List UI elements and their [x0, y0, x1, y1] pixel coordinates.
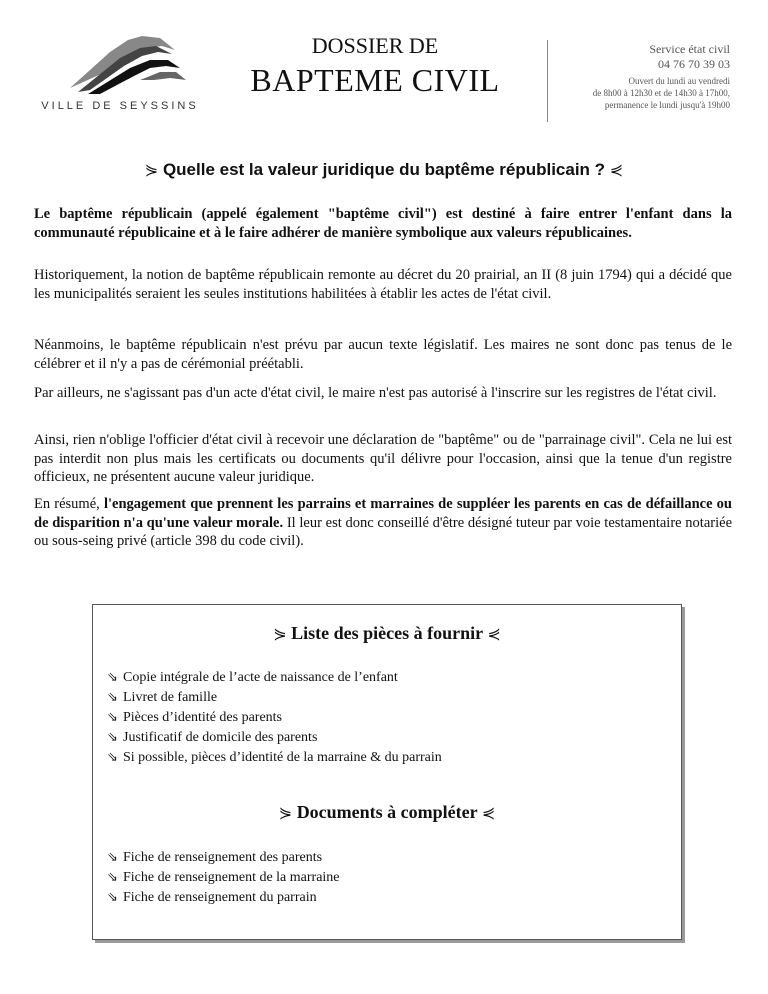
- section-heading: [0, 160, 768, 180]
- bullet-arrow-icon: ⇘: [107, 889, 118, 904]
- docs-title: Documents à compléter: [296, 802, 478, 822]
- arrow-left-icon: ⋞: [487, 626, 501, 643]
- arrow-right-icon: ⋟: [273, 626, 287, 643]
- list-item: ⇘ Justificatif de domicile des parents: [107, 729, 318, 745]
- paragraph-no-register: Par ailleurs, ne s'agissant pas d'un acte d'état civil, le maire n'est pas autorisé à l'inscrire sur les registres de l'état civil.: [34, 385, 717, 401]
- pieces-heading: [93, 623, 681, 644]
- arrow-left-icon: ⋞: [609, 162, 624, 179]
- page-header: [0, 0, 768, 130]
- service-name: Service état civil: [649, 42, 730, 56]
- city-label: VILLE DE SEYSSINS: [41, 100, 199, 112]
- contact-block: [560, 42, 730, 111]
- service-phone: 04 76 70 39 03: [658, 57, 730, 71]
- hours-line-2: de 8h00 à 12h30 et de 14h30 à 17h00,: [592, 88, 730, 98]
- list-item: ⇘ Si possible, pièces d’identité de la marraine & du parrain: [107, 749, 442, 765]
- paragraph-no-law: Néanmoins, le baptême républicain n'est prévu par aucun texte législatif. Les maires ne sont donc pas tenus de le célébrer et il n'y a pas de cérémonial préétabli.: [34, 337, 732, 372]
- header-divider: [547, 40, 548, 122]
- section-title: Quelle est la valeur juridique du baptême républicain ?: [162, 160, 606, 179]
- list-item: ⇘ Fiche de renseignement du parrain: [107, 889, 317, 905]
- summary-bold: l'engagement que prennent les parrains et marraines de suppléer les parents en cas de défaillance ou de disparition n'a qu'une valeur morale.: [34, 496, 732, 531]
- paragraph-summary: [34, 495, 732, 551]
- summary-end: Il leur est donc conseillé d'être désigné tuteur par voie testamentaire notariée ou sous-seing privé (article 398 du code civil).: [34, 514, 733, 549]
- document-title: [225, 32, 525, 100]
- bullet-arrow-icon: ⇘: [107, 749, 118, 764]
- arrow-right-icon: ⋟: [144, 162, 159, 179]
- city-logo: [40, 30, 199, 120]
- title-line-2: BAPTEME CIVIL: [250, 62, 500, 98]
- title-line-1: DOSSIER DE: [311, 33, 439, 58]
- list-item: ⇘ Copie intégrale de l’acte de naissance de l’enfant: [107, 669, 398, 685]
- list-item: ⇘ Fiche de renseignement des parents: [107, 849, 323, 865]
- pieces-title: Liste des pièces à fournir: [291, 623, 483, 643]
- bullet-arrow-icon: ⇘: [107, 869, 118, 884]
- docs-list: [107, 847, 340, 907]
- docs-heading: [93, 802, 681, 823]
- bullet-arrow-icon: ⇘: [107, 709, 118, 724]
- bullet-arrow-icon: ⇘: [107, 669, 118, 684]
- list-item: ⇘ Pièces d’identité des parents: [107, 709, 283, 725]
- requirements-box: [92, 604, 682, 940]
- arrow-right-icon: ⋟: [278, 805, 293, 822]
- summary-start: En résumé,: [34, 496, 104, 512]
- list-item: ⇘ Livret de famille: [107, 689, 218, 705]
- bullet-arrow-icon: ⇘: [107, 689, 118, 704]
- hours-line-1: Ouvert du lundi au vendredi: [628, 76, 730, 86]
- bullet-arrow-icon: ⇘: [107, 729, 118, 744]
- pieces-list: [107, 667, 442, 767]
- hours-line-3: permanence le lundi jusqu'à 19h00: [604, 100, 730, 110]
- paragraph-intro: Le baptême républicain (appelé également "baptême civil") est destiné à faire entrer l'enfant dans la communauté républicaine et à le faire adhérer de manière symbolique aux valeurs républicaines.: [34, 206, 732, 241]
- bullet-arrow-icon: ⇘: [107, 849, 118, 864]
- paragraph-history: Historiquement, la notion de baptême républicain remonte au décret du 20 prairial, an II (8 juin 1794) qui a décidé que les municipalités seraient les seules institutions habilitées à établir les actes de l'état civil.: [34, 267, 732, 302]
- paragraph-no-obligation: Ainsi, rien n'oblige l'officier d'état civil à recevoir une déclaration de "baptême" ou de "parrainage civil". Cela ne lui est pas interdit non plus mais les certificats ou documents qu'il délivre pour l'occasion, ainsi que la tenue d'un registre officieux, ne présentent aucune valeur juridique.: [34, 432, 732, 485]
- list-item: ⇘ Fiche de renseignement de la marraine: [107, 869, 340, 885]
- logo-mark-icon: [50, 30, 190, 100]
- arrow-left-icon: ⋞: [481, 805, 496, 822]
